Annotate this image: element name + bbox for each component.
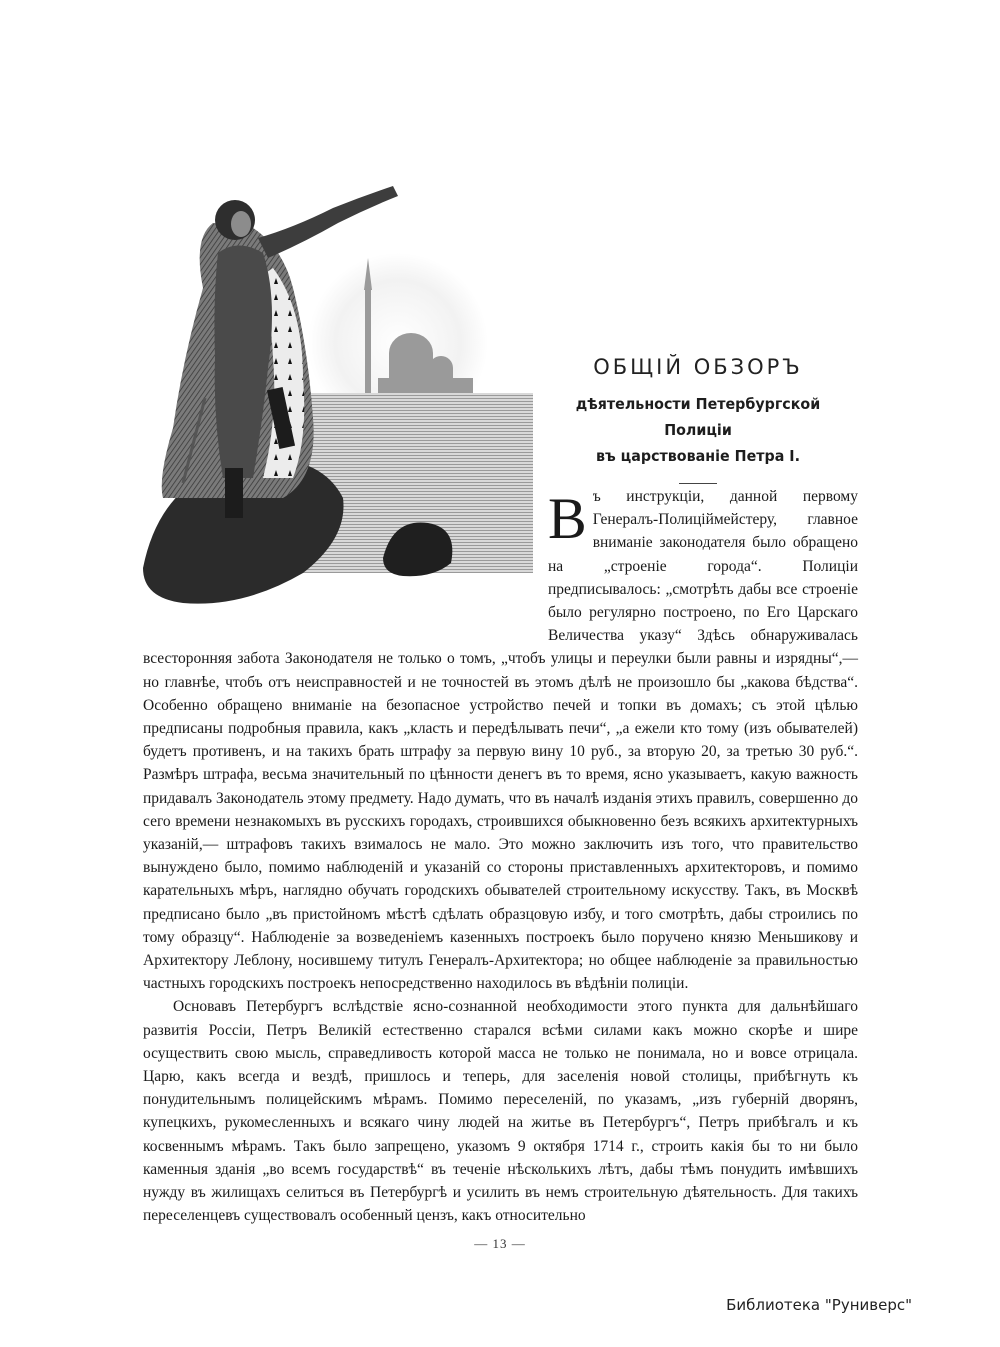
paragraph-1: ъ инструкціи, данной первому Генералъ-Полицiймейстеру, главное вниманіе законодателя было обращено на „строеніе города“. Полиціи предписывалось: „смотрѣть дабы все строеніе было регулярно построено, по Его Царскаго Величества указу“ Здѣсь обнаруживалась всесторонняя забота Законодателя не только о томъ, „чтобъ улицы и переулки были равны и изрядны“,— но главнѣе, чтобъ отъ неисправностей и не точностей въ этомъ дѣлѣ не произошло бы „какова бѣдства“. Особенно обращено вниманіе на безопасное устройство печей и топки въ домахъ; съ этой цѣлью предписаны подробныя правила, какъ „класть и передѣлывать печи“, „а ежели кто тому (изъ обывателей) будетъ противенъ, и на такихъ брать штрафу за первую вину 10 руб., за вторую 20, за третью 30 руб.“. Размѣръ штрафа, весьма значительный по цѣнности денегъ въ то время, ясно указываетъ, какую важность придавалъ Законодатель этому предмету. Надо думать, что въ началѣ изданія этихъ правилъ, совершенно до сего времени незнакомыхъ въ русскихъ городахъ, строившихся обыкновенно безъ всякихъ архитектурныхъ указаній,— штрафовъ такихъ взималось не мало. Это можно заключить изъ того, что правительство вынуждено было, помимо наблюденій и указаній со стороны приставленныхъ архитекторовъ, и помимо карательныхъ мѣръ, наглядно обучать городскихъ обывателей строительному искусству. Такъ, въ Москвѣ предписано было „въ пристойномъ мѣстѣ сдѣлать образцовую избу, и того смотрѣть, дабы строились по тому образцу“. Наблюденіе за возведеніемъ казенныхъ построекъ было поручено князю Меньшикову и Архитектору Леблону, носившему титулъ Генералъ-Архитектора; но общее наблюденіе за правильностью частныхъ городскихъ построекъ непосредственно находилось въ вѣдѣніи полиціи. (143, 488, 858, 993)
drop-cap: В (548, 486, 587, 551)
subtitle-line-1: дѣятельности Петербургской Полиціи (575, 395, 821, 439)
title-block (548, 355, 848, 484)
article-body (143, 485, 858, 1228)
title-divider (679, 483, 717, 484)
page-title: ОБЩІЙ ОБЗОРЪ (593, 355, 803, 379)
subtitle-line-2: въ царствованіе Петра I. (595, 447, 801, 465)
raised-arm (258, 186, 398, 258)
illustration-space (143, 485, 548, 625)
page-subtitle (560, 391, 836, 469)
library-watermark: Библиотека "Руниверс" (726, 1296, 912, 1314)
paragraph-2: Основавъ Петербургъ вслѣдствіе ясно-сознанной необходимости этого пункта для дальнѣйшаго развитія Россіи, Петръ Великій естественно старался всѣми силами какъ можно скорѣе и шире осуществить свою мысль, справедливость которой масса не только не понимала, но и вовсе отрицала. Царю, какъ всегда и вездѣ, пришлось и теперь, для заселенія новой столицы, прибѣгнуть къ понудительнымъ полицейскимъ мѣрамъ. Помимо переселеній, по указамъ, „изъ губерній дворянъ, купецкихъ, рукомесленныхъ и всякаго чину людей на житье въ Петербургъ“, Петръ прибѣгалъ и къ косвеннымъ мѣрамъ. Такъ было запрещено, указомъ 9 октября 1714 г., строить какія бы то ни было каменныя зданія „во всемъ государствѣ“ въ теченіе нѣсколькихъ лѣтъ, дабы тѣмъ понудить имѣвшихъ нужду въ жилищахъ селиться въ Петербургѣ и усилить въ немъ строительную дѣятельность. Для такихъ переселенцевъ существовалъ особенный цензъ, какъ относительно (143, 998, 858, 1225)
page-number: — 13 — (474, 1236, 526, 1251)
